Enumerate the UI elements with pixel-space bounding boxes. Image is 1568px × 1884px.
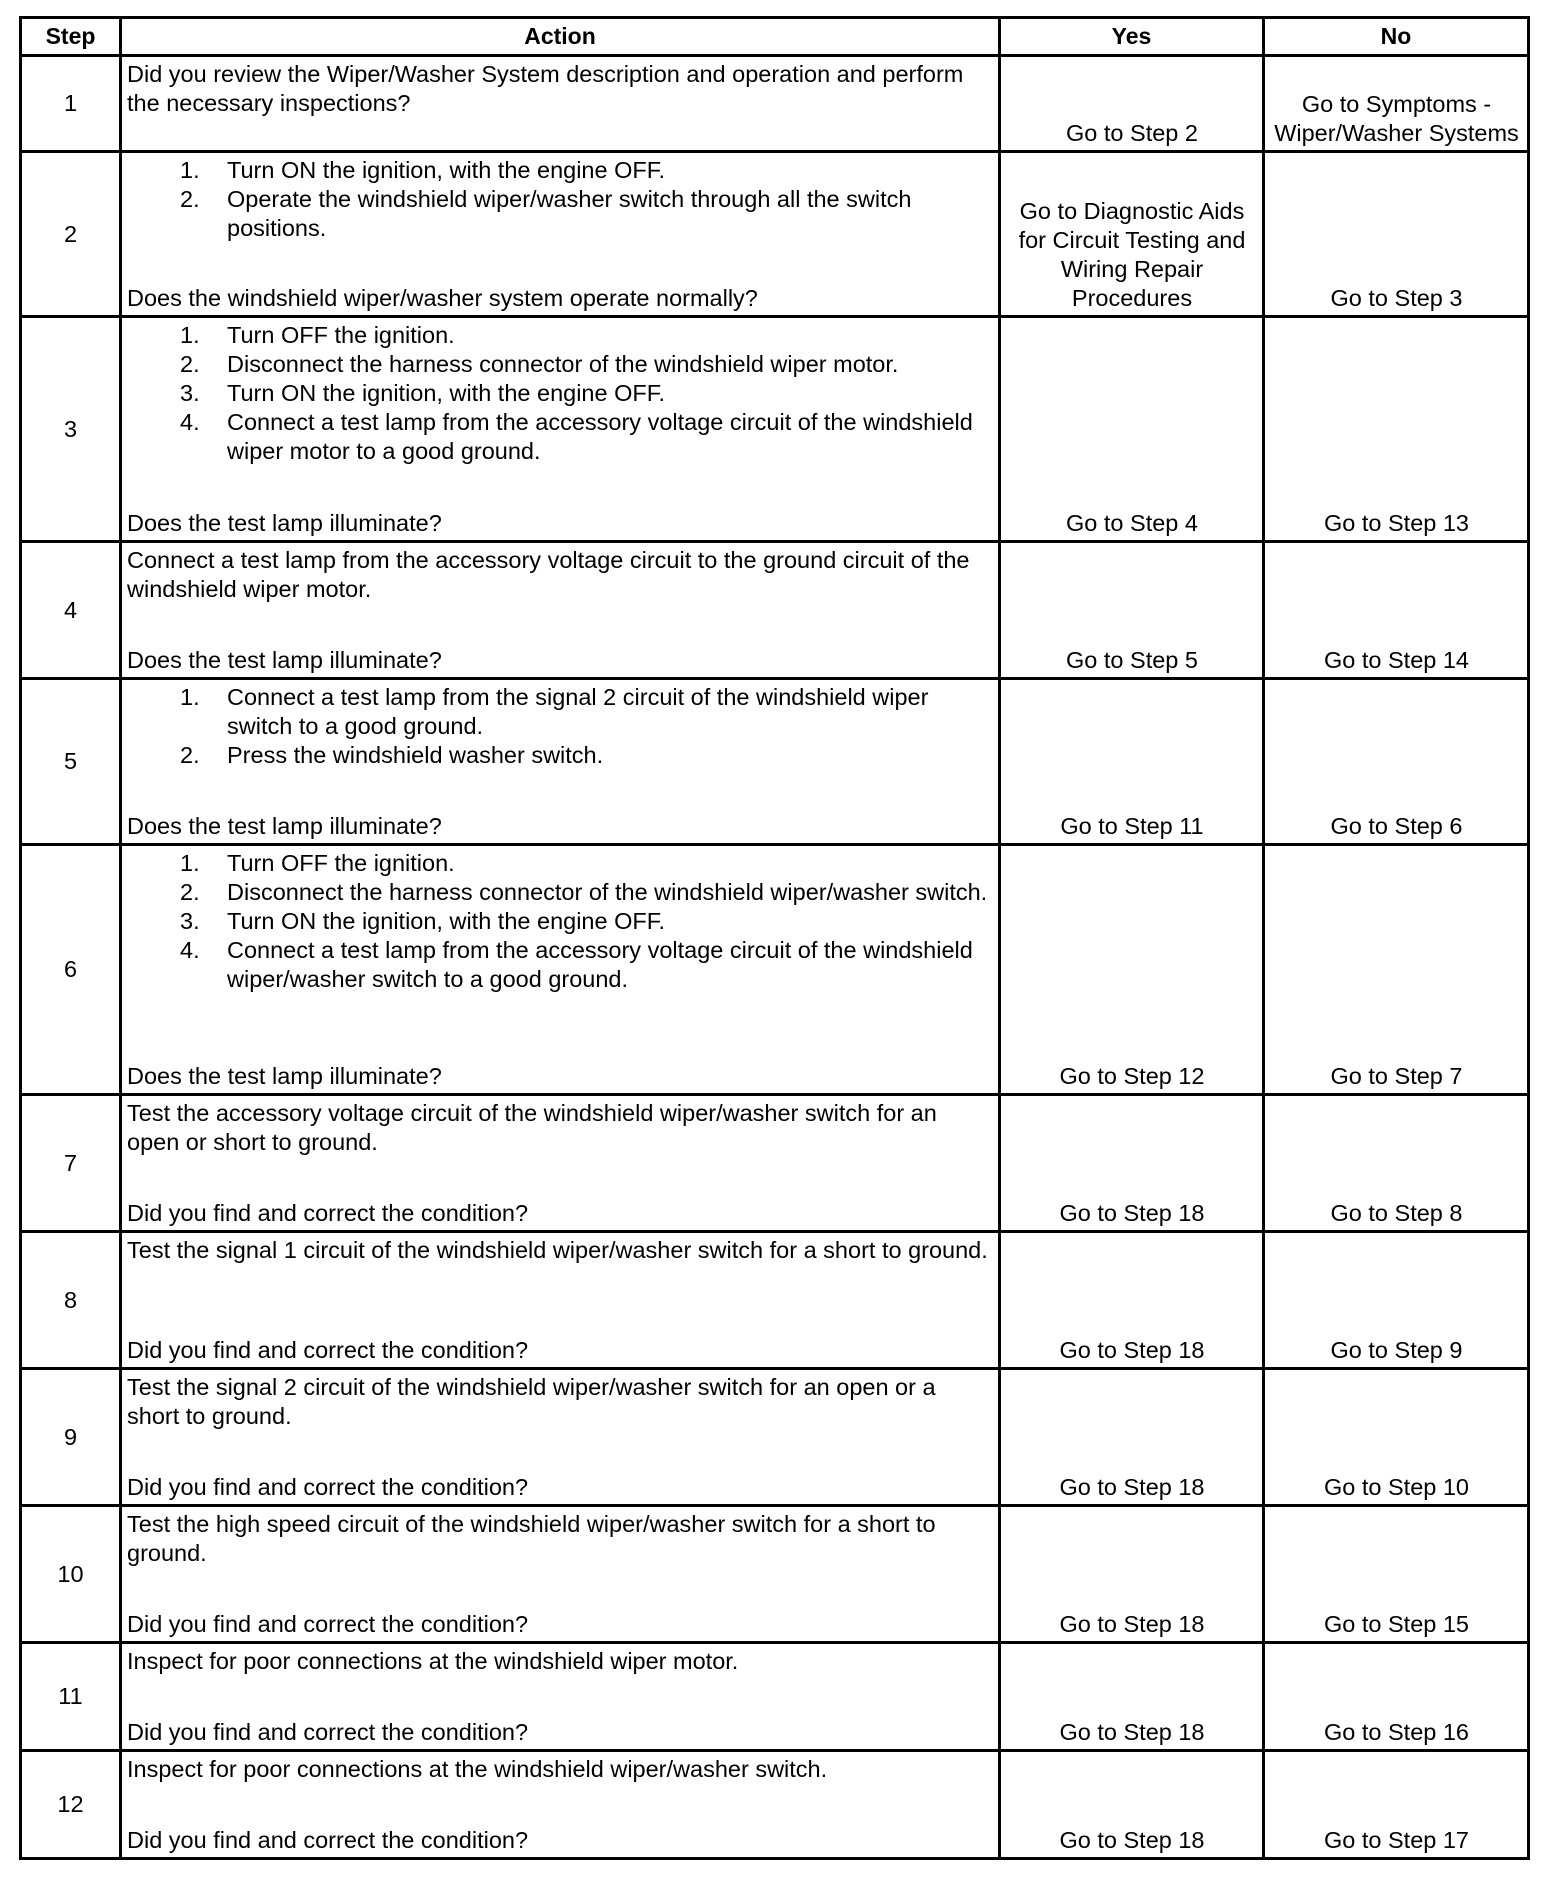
action-step-text: Turn OFF the ignition. (227, 322, 455, 348)
action-text: Connect a test lamp from the accessory voltage circuit to the ground circuit of the windshield wiper motor. (127, 547, 970, 602)
yes-result: Go to Step 5 (1066, 647, 1198, 673)
action-cell (121, 317, 1000, 542)
no-result: Go to Step 15 (1323, 1611, 1470, 1637)
action-cell (121, 152, 1000, 317)
yes-cell (1000, 1232, 1264, 1369)
action-cell (121, 542, 1000, 679)
yes-cell (1000, 679, 1264, 845)
yes-cell (1000, 1369, 1264, 1506)
action-step-item (127, 878, 994, 907)
action-step-text: Connect a test lamp from the signal 2 circuit of the windshield wiper switch to a good ground. (227, 684, 929, 739)
action-text: Inspect for poor connections at the windshield wiper/washer switch. (127, 1756, 828, 1782)
action-step-number: 1. (180, 850, 200, 876)
step-number: 6 (21, 845, 121, 1095)
action-step-item (127, 408, 994, 466)
action-question: Does the test lamp illuminate? (127, 813, 442, 839)
header-no: No (1264, 18, 1529, 56)
action-question: Does the test lamp illuminate? (127, 1063, 442, 1089)
action-cell (121, 56, 1000, 152)
no-result: Go to Step 10 (1323, 1474, 1470, 1500)
step-number: 9 (21, 1369, 121, 1506)
action-question: Did you find and correct the condition? (127, 1337, 529, 1363)
table-row (21, 1232, 1529, 1369)
action-steps-list (127, 321, 994, 466)
action-step-number: 3. (180, 908, 200, 934)
action-step-number: 4. (180, 937, 200, 963)
action-step-number: 2. (180, 186, 200, 212)
action-step-item (127, 936, 994, 994)
action-step-text: Disconnect the harness connector of the windshield wiper motor. (227, 351, 899, 377)
action-step-number: 1. (180, 157, 200, 183)
action-step-item (127, 907, 994, 936)
yes-cell (1000, 1751, 1264, 1859)
action-step-text: Operate the windshield wiper/washer switch through all the switch positions. (227, 186, 912, 241)
action-steps-list (127, 683, 994, 770)
yes-cell (1000, 1095, 1264, 1232)
action-step-item (127, 156, 994, 185)
action-step-item (127, 321, 994, 350)
yes-result: Go to Step 2 (1066, 120, 1198, 146)
yes-cell (1000, 1643, 1264, 1751)
no-cell (1264, 1506, 1529, 1643)
action-cell (121, 845, 1000, 1095)
action-step-text: Press the windshield washer switch. (227, 742, 604, 768)
yes-cell (1000, 845, 1264, 1095)
action-steps-list (127, 849, 994, 994)
table-row (21, 1369, 1529, 1506)
no-result: Go to Step 8 (1330, 1200, 1463, 1226)
no-cell (1264, 152, 1529, 317)
no-result: Go to Step 7 (1330, 1063, 1463, 1089)
action-step-text: Turn ON the ignition, with the engine OFF. (227, 908, 666, 934)
yes-cell (1000, 317, 1264, 542)
table-row (21, 152, 1529, 317)
yes-result: Go to Step 18 (1059, 1611, 1205, 1637)
header-step: Step (21, 18, 121, 56)
no-result: Go to Step 9 (1330, 1337, 1463, 1363)
header-row (21, 18, 1529, 56)
table-row (21, 1506, 1529, 1643)
action-step-item (127, 741, 994, 770)
table-row (21, 679, 1529, 845)
step-number: 7 (21, 1095, 121, 1232)
step-number: 10 (21, 1506, 121, 1643)
table-row (21, 56, 1529, 152)
action-step-number: 4. (180, 409, 200, 435)
action-step-item (127, 683, 994, 741)
no-result: Go to Step 17 (1323, 1827, 1470, 1853)
action-step-number: 2. (180, 351, 200, 377)
action-cell (121, 1506, 1000, 1643)
step-number: 4 (21, 542, 121, 679)
step-number: 5 (21, 679, 121, 845)
action-cell (121, 1369, 1000, 1506)
action-cell (121, 1751, 1000, 1859)
no-result: Go to Step 14 (1323, 647, 1470, 673)
yes-result: Go to Step 18 (1059, 1337, 1205, 1363)
action-text: Test the signal 2 circuit of the windshield wiper/washer switch for an open or a short to ground. (127, 1374, 936, 1429)
no-cell (1264, 1643, 1529, 1751)
action-step-text: Turn ON the ignition, with the engine OFF. (227, 380, 666, 406)
action-step-number: 3. (180, 380, 200, 406)
action-step-number: 1. (180, 322, 200, 348)
table-row (21, 1095, 1529, 1232)
action-step-number: 2. (180, 742, 200, 768)
table-row (21, 1643, 1529, 1751)
table-row (21, 845, 1529, 1095)
no-cell (1264, 1369, 1529, 1506)
action-text: Test the signal 1 circuit of the windshield wiper/washer switch for a short to ground. (127, 1237, 988, 1263)
action-step-item (127, 185, 994, 243)
no-cell (1264, 1751, 1529, 1859)
action-step-text: Connect a test lamp from the accessory voltage circuit of the windshield wiper/washer switch to a good ground. (227, 937, 973, 992)
action-cell (121, 679, 1000, 845)
action-step-text: Turn ON the ignition, with the engine OFF. (227, 157, 666, 183)
action-question: Did you find and correct the condition? (127, 1474, 529, 1500)
step-number: 2 (21, 152, 121, 317)
step-number: 1 (21, 56, 121, 152)
action-text: Inspect for poor connections at the windshield wiper motor. (127, 1648, 739, 1674)
yes-result: Go to Step 11 (1060, 813, 1204, 839)
no-cell (1264, 845, 1529, 1095)
header-action: Action (121, 18, 1000, 56)
action-question: Did you find and correct the condition? (127, 1719, 529, 1745)
action-question: Did you find and correct the condition? (127, 1200, 529, 1226)
action-step-text: Turn OFF the ignition. (227, 850, 455, 876)
action-steps-list (127, 156, 994, 243)
no-result: Go to Step 6 (1330, 813, 1463, 839)
yes-cell (1000, 152, 1264, 317)
no-result: Go to Step 3 (1330, 285, 1463, 311)
no-cell (1264, 679, 1529, 845)
action-text: Test the accessory voltage circuit of the windshield wiper/washer switch for an open or short to ground. (127, 1100, 937, 1155)
yes-result: Go to Step 18 (1059, 1719, 1205, 1745)
no-cell (1264, 1232, 1529, 1369)
step-number: 11 (21, 1643, 121, 1751)
action-step-number: 2. (180, 879, 200, 905)
yes-result: Go to Step 12 (1059, 1063, 1205, 1089)
no-cell (1264, 317, 1529, 542)
action-cell (121, 1232, 1000, 1369)
action-step-item (127, 849, 994, 878)
action-step-text: Disconnect the harness connector of the windshield wiper/washer switch. (227, 879, 988, 905)
action-step-item (127, 350, 994, 379)
no-cell (1264, 56, 1529, 152)
no-cell (1264, 1095, 1529, 1232)
yes-result: Go to Diagnostic Aids for Circuit Testing and Wiring Repair Procedures (1018, 198, 1246, 311)
action-question: Does the test lamp illuminate? (127, 647, 442, 673)
no-cell (1264, 542, 1529, 679)
action-step-item (127, 379, 994, 408)
diagnostic-table (19, 16, 1530, 1860)
step-number: 8 (21, 1232, 121, 1369)
yes-result: Go to Step 18 (1059, 1827, 1205, 1853)
step-number: 12 (21, 1751, 121, 1859)
yes-result: Go to Step 18 (1059, 1474, 1205, 1500)
table-row (21, 317, 1529, 542)
action-step-number: 1. (180, 684, 200, 710)
header-yes: Yes (1000, 18, 1264, 56)
yes-result: Go to Step 4 (1066, 510, 1198, 536)
yes-cell (1000, 1506, 1264, 1643)
no-result: Go to Step 16 (1323, 1719, 1470, 1745)
action-question: Did you find and correct the condition? (127, 1611, 529, 1637)
table-row (21, 1751, 1529, 1859)
no-result: Go to Symptoms - Wiper/Washer Systems (1274, 91, 1519, 146)
action-text: Did you review the Wiper/Washer System description and operation and perform the necessary inspections? (127, 61, 964, 116)
action-question: Does the test lamp illuminate? (127, 510, 442, 536)
action-question: Does the windshield wiper/washer system operate normally? (127, 285, 758, 311)
action-step-text: Connect a test lamp from the accessory voltage circuit of the windshield wiper motor to a good ground. (227, 409, 973, 464)
action-cell (121, 1095, 1000, 1232)
table-row (21, 542, 1529, 679)
yes-cell (1000, 542, 1264, 679)
table-body (21, 56, 1529, 1859)
yes-result: Go to Step 18 (1059, 1200, 1205, 1226)
step-number: 3 (21, 317, 121, 542)
no-result: Go to Step 13 (1323, 510, 1470, 536)
action-text: Test the high speed circuit of the windshield wiper/washer switch for a short to ground. (127, 1511, 936, 1566)
action-question: Did you find and correct the condition? (127, 1827, 529, 1853)
action-cell (121, 1643, 1000, 1751)
yes-cell (1000, 56, 1264, 152)
